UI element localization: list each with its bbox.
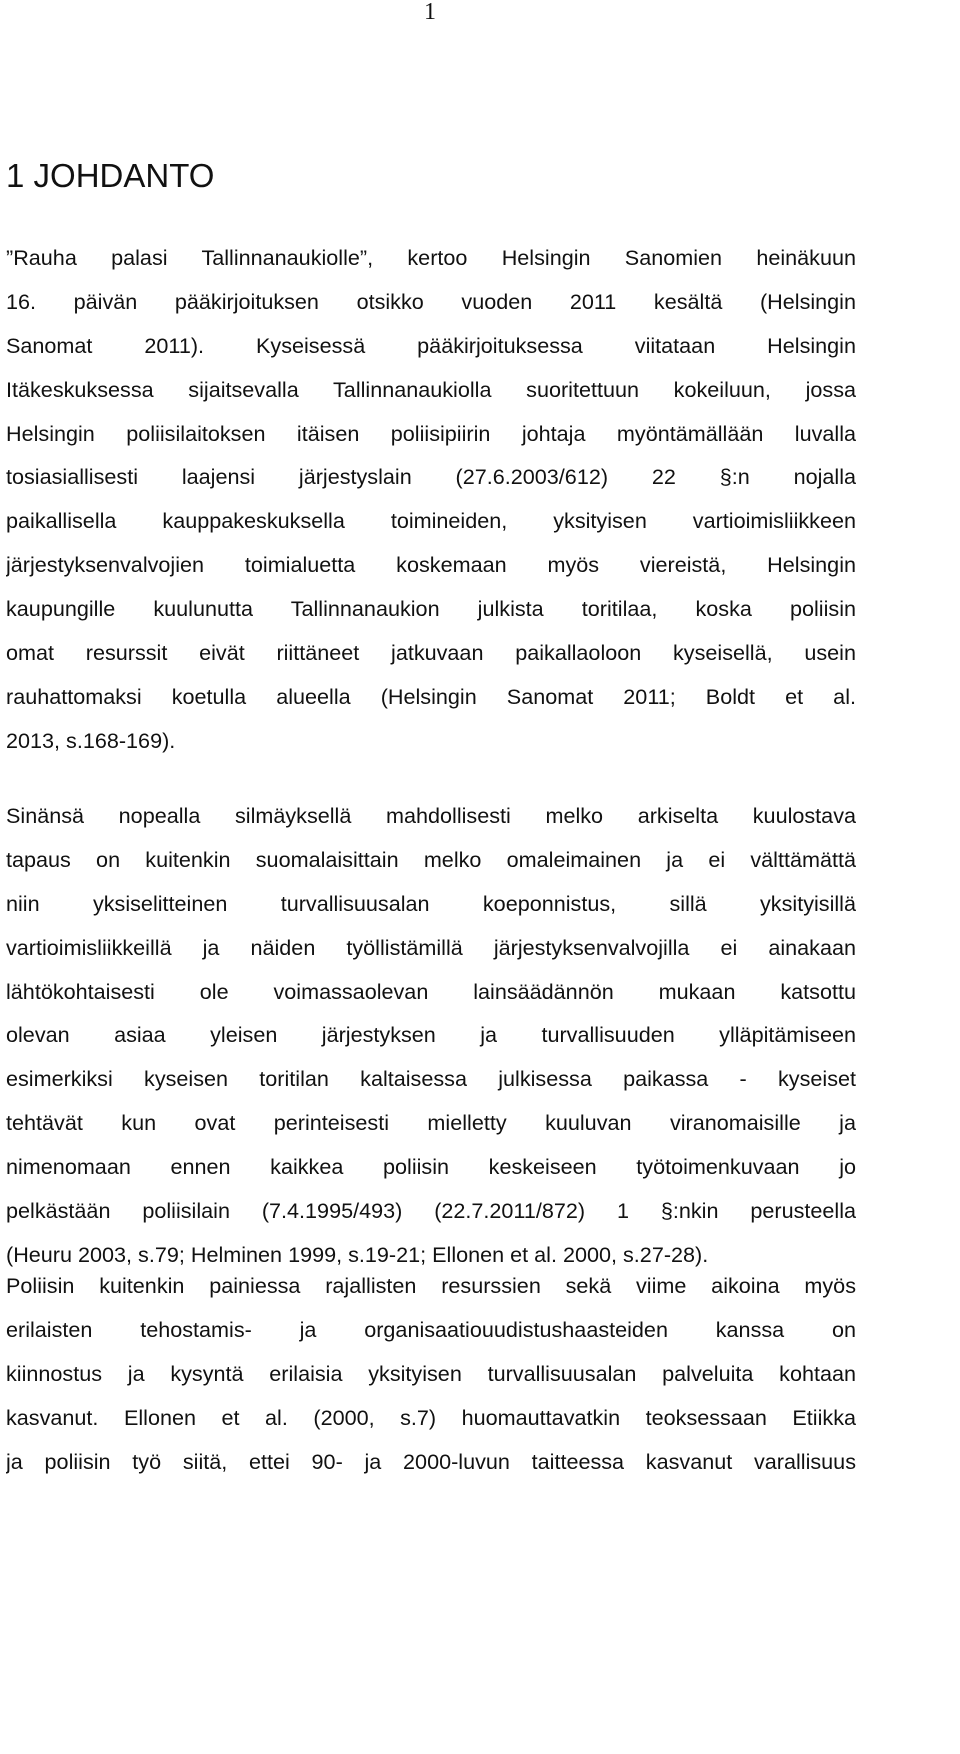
text-line: tosiasiallisesti laajensi järjestyslain (27.6.2003/612) 22 §:n nojalla — [6, 464, 856, 490]
text-line: paikallisella kauppakeskuksella toimineiden, yksityisen vartioimisliikkeen — [6, 508, 856, 534]
text-line: tehtävät kun ovat perinteisesti mielletty kuuluvan viranomaisille ja — [6, 1110, 856, 1136]
paragraph-2 — [6, 794, 856, 1277]
text-line: järjestyksenvalvojien toimialuetta koskemaan myös viereistä, Helsingin — [6, 552, 856, 578]
text-line: olevan asiaa yleisen järjestyksen ja turvallisuuden ylläpitämiseen — [6, 1022, 856, 1048]
text-line: 16. päivän pääkirjoituksen otsikko vuoden 2011 kesältä (Helsingin — [6, 288, 856, 314]
text-line: erilaisten tehostamis- ja organisaatiouudistushaasteiden kanssa on — [6, 1316, 856, 1342]
text-line: pelkästään poliisilain (7.4.1995/493) (22.7.2011/872) 1 §:nkin perusteella — [6, 1198, 856, 1224]
page-number: 1 — [424, 0, 436, 25]
text-line: lähtökohtaisesti ole voimassaolevan lainsäädännön mukaan katsottu — [6, 978, 856, 1004]
text-line: esimerkiksi kyseisen toritilan kaltaisessa julkisessa paikassa - kyseiset — [6, 1066, 856, 1092]
text-line: 2013, s.168-169). — [6, 727, 176, 753]
text-line: niin yksiselitteinen turvallisuusalan koeponnistus, sillä yksityisillä — [6, 890, 856, 916]
chapter-heading: 1 JOHDANTO — [6, 157, 215, 194]
text-line: Helsingin poliisilaitoksen itäisen poliisipiirin johtaja myöntämällään luvalla — [6, 420, 856, 446]
text-line: kaupungille kuulunutta Tallinnanaukion julkista toritilaa, koska poliisin — [6, 596, 856, 622]
text-line: ”Rauha palasi Tallinnanaukiolle”, kertoo Helsingin Sanomien heinäkuun — [6, 245, 856, 270]
text-line: rauhattomaksi koetulla alueella (Helsingin Sanomat 2011; Boldt et al. — [6, 683, 856, 709]
text-line: Sinänsä nopealla silmäyksellä mahdollisesti melko arkiselta kuulostava — [6, 803, 856, 828]
text-line: Poliisin kuitenkin painiessa rajallisten resurssien sekä viime aikoina myös — [6, 1273, 856, 1298]
text-line: nimenomaan ennen kaikkea poliisin keskeiseen työtoimenkuvaan jo — [6, 1154, 856, 1180]
text-line: ja poliisin työ siitä, ettei 90- ja 2000-luvun taitteessa kasvanut varallisuus — [6, 1448, 856, 1474]
paragraph-3 — [6, 1264, 856, 1483]
text-line: vartioimisliikkeillä ja näiden työllistämillä järjestyksenvalvojilla ei ainakaan — [6, 934, 856, 960]
text-line: Itäkeskuksessa sijaitsevalla Tallinnanaukiolla suoritettuun kokeiluun, jossa — [6, 376, 856, 402]
text-line: Sanomat 2011). Kyseisessä pääkirjoituksessa viitataan Helsingin — [6, 332, 856, 358]
text-line: tapaus on kuitenkin suomalaisittain melko omaleimainen ja ei välttämättä — [6, 846, 856, 872]
text-line: kasvanut. Ellonen et al. (2000, s.7) huomauttavatkin teoksessaan Etiikka — [6, 1404, 856, 1430]
paragraph-1 — [6, 236, 856, 763]
text-line: kiinnostus ja kysyntä erilaisia yksityisen turvallisuusalan palveluita kohtaan — [6, 1360, 856, 1386]
text-line: omat resurssit eivät riittäneet jatkuvaan paikallaoloon kyseisellä, usein — [6, 640, 856, 666]
text-line: (Heuru 2003, s.79; Helminen 1999, s.19-21; Ellonen et al. 2000, s.27-28). — [6, 1241, 709, 1267]
